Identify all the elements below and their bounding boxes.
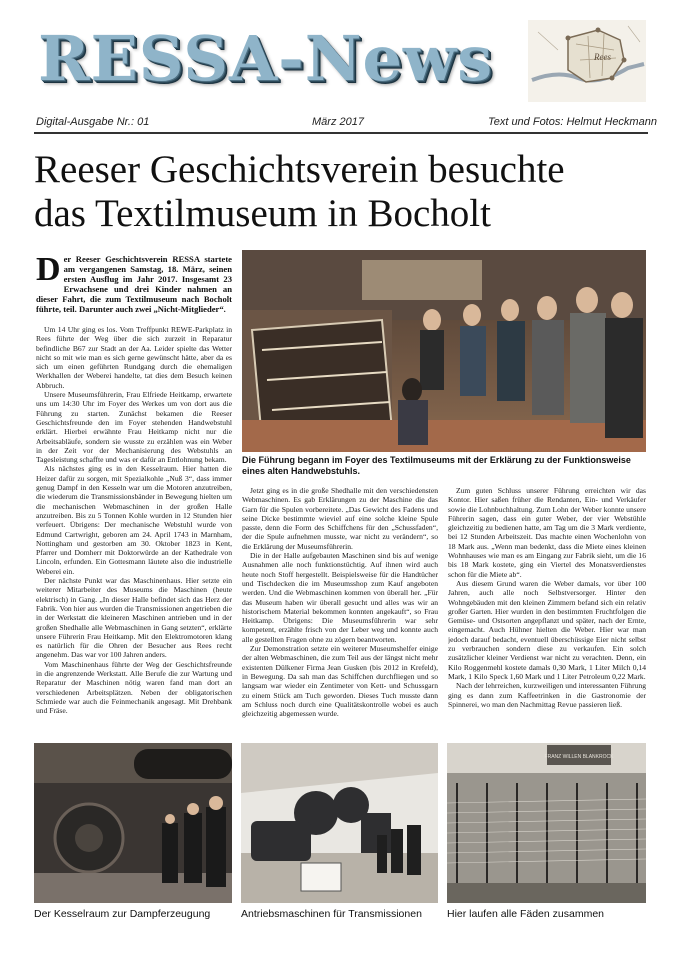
boiler-room-caption: Der Kesselraum zur Dampferzeugung	[34, 908, 211, 920]
col2-paragraph: Zur Demonstration setzte ein weiterer Museumshelfer einige der alten Webmaschinen, die zum Teil aus der längst nicht mehr existenten Dülkener Firma Jean Gusken (bis 2012 in Krefeld), in Bewegung. Da sah man das Schiffchen durchfliegen und so langsam war wieder ein Zentimeter von Kett- und Schussgarn zu einem Stück am Tuch geworden. Dieses Tuch musste dann am Schluss noch durch eine Qualitätskontrolle wobei es auch gleichzeitig abgemessen wurde.	[242, 644, 438, 719]
headline-line-1: Reeser Geschichtsverein besuchte	[34, 148, 565, 191]
lead-text: er Reeser Geschichtsverein RESSA startete am vergangenen Samstag, 18. März, seinen ersten Ausflug im Jahr 2017. Insgesamt 23 Erwachsene und drei Kinder nahmen an dieser Fahrt, die zum Textilmuseum nach Bocholt führte, teil. Darunter auch zwei „Nicht-Mitglieder“.	[36, 254, 232, 315]
headline-line-2: das Textilmuseum in Bocholt	[34, 192, 491, 235]
drive-machines-caption: Antriebsmaschinen für Transmissionen	[241, 908, 422, 920]
article-column-3	[448, 486, 646, 736]
boiler-room-photo	[34, 743, 232, 903]
city-map-logo	[528, 20, 646, 102]
photo-credits: Text und Fotos: Helmut Heckmann	[488, 116, 657, 128]
article-column-2	[242, 486, 438, 736]
main-photo-caption: Die Führung begann im Foyer des Textilmuseums mit der Erklärung zu der Funktionsweise eines alten Handwebstuhls.	[242, 455, 631, 476]
loom-sign: FRANZ WILLEN BLANKROCK	[544, 754, 614, 760]
edition-number: Digital-Ausgabe Nr.: 01	[36, 116, 150, 128]
col1-paragraph: Unsere Museumsführerin, Frau Elfriede Heitkamp, erwartete uns um 14:30 Uhr im Foyer des Werkes um von dort aus die Führung zu starten. Zunächst bekamen die Reeser Geschichtsfreunde den im Foyer stehenden Handwebstuhl erklärt. Hierbei erwähnte Frau Heitkamp nicht nur die Arbeitsabläufe, sondern sie wusste zu erzählen was ein Weber in der Zeit vor der Mechanisierung des Webstuhls an Tagesleistung schaffte und was er dafür an Entlohnung bekam.	[36, 390, 232, 465]
main-photo-foyer	[242, 250, 646, 452]
looms-photo	[447, 743, 646, 903]
drive-machines-photo	[241, 743, 438, 903]
headline	[34, 148, 644, 236]
drop-cap: D	[36, 254, 61, 288]
col2-paragraph: Die in der Halle aufgebauten Maschinen sind bis auf wenige Ausnahmen alle noch funktionstüchtig. Auf ihnen wird auch heute noch Stoff hergestellt. Beispielsweise für die Handtücher und Tischdecken die im Museumsshop zum Kauf angeboten werden. Und die Webmaschinen kommen von überall her. „Für das Museum haben wir überall gesucht und alles was wir an historischem Material bekommen konnten angekauft“, so Frau Heitkamp. Übrigens: Die Museumsführerin war sehr kompetent, erzählte frisch von der Leber weg und konnte auch alle gestellten Fragen ohne zu zögern beantworten.	[242, 551, 438, 644]
masthead-title: RESSA-News	[38, 22, 494, 95]
col2-paragraph: Jetzt ging es in die große Shedhalle mit den verschiedensten Webmaschinen. Es gab Erklärungen zu der Maschine die das Garn für die Spulen vorbereitete. „Das Gewicht des Fadens und seine Dicke bestimmte wieviel auf eine solche kleine Spule passte, denn die Form des Schiffchens für den „Schussfaden“, der die Spule aufnehmen musste, war nicht zu verändern“, so die Erklärung der Museumsführerin.	[242, 486, 438, 551]
col1-paragraph: Der nächste Punkt war das Maschinenhaus. Hier setzte ein weiterer Mitarbeiter des Museums die Maschinen (heute elektrisch) in Gang. „In dieser Halle befindet sich das Herz der Fabrik. Von hier aus wurden die Transmissionen angetrieben die in der Werkstatt die kleineren Maschinen antrieben und in der großen Shedhalle alle Webmaschinen in Gang setzten“, erklärte unsere Führerin Frau Heitkamp. Mit den Elektromotoren klang es natürlich für die Ohren der Besucher aus Rees recht angenehm. Das war vor 100 Jahren anders.	[36, 576, 232, 660]
col3-paragraph: Nach der lehrreichen, kurzweiligen und interessanten Führung ging es dann zum Kaffeetrinken in die Gastronomie der Spinnerei, wo man den Nachmittag Revue passieren ließ.	[448, 681, 646, 709]
masthead-rule	[34, 132, 648, 134]
col1-paragraph: Vom Maschinenhaus führte der Weg der Geschichtsfreunde in die angrenzende Werkstatt. Alle Berufe die zur Wartung und Reparatur der Maschinen nötig waren fand man dort an verschiedenen Arbeitsplätzen. Neben der obligatorischen Schmiede war auch die Feinmechanik angesagt. Mit Drehbank und Fräse.	[36, 659, 232, 716]
col3-paragraph: Aus diesem Grund waren die Weber damals, vor über 100 Jahren, auch alle noch Selbstversorger. Hinter den Wohngebäuden mit den kleinen Zimmern befand sich ein relativ großer Garten. Hier wurden in den bestimmten Fruchtfolgen die Gemüse- und Ostsorten angepflanzt und später, nach der Ernte, eingemacht. Auch Hühner hielten die Weber. Hier war man jedoch darauf bedacht, eventuell überschüssige Eier nicht selbst zu verbrauchen sondern diese zu verkaufen. Ein solch zusätzlicher kleiner Verdienst war nicht zu verachten. Denn, ein Kilo Roggenmehl kostete damals 0,30 Mark, 1 Liter Milch 0,14 Mark, 1 Kilo Speck 1,60 Mark und 1 Liter Petroleum 0,22 Mark.	[448, 578, 646, 681]
article-column-1	[36, 325, 232, 734]
map-label: Rees	[594, 52, 611, 62]
col3-paragraph: Zum guten Schluss unserer Führung erreichten wir das Kontor. Hier saßen früher die Rendanten, Ein- und Verkäufer sowie die Lohnbuchhaltung. Zum Lohn der Weber konnte unsere Führerin sagen, dass ein guter Weber, der vier Webstühle gleichzeitig zu bedienen hatte, am Tag um die 3 Mark verdiente, bei 12 Stunden Arbeitszeit. Das machte einen Wochenlohn von 18 Mark aus. „Wenn man bedenkt, dass die Miete eines kleinen Wohnhauses wie man es am Eingang zur Fabrik sieht, um die 16 bis 18 Mark kostete, ging ein Viertel des Monatsverdienstes schon für die Miete ab“.	[448, 486, 646, 579]
col1-paragraph: Um 14 Uhr ging es los. Vom Treffpunkt REWE-Parkplatz in Rees führte der Weg über die sich zurzeit in Reparatur befindliche B67 zur Stadt an der Aa. Leider spielte das Wetter nicht so mit wie man es sich gerne gewünscht hätte, aber da es sich um einen geführten Rundgang durch die ehemaligen Werkhallen der Weberei handelte, tat dies dem Besuch keinen Abbruch.	[36, 325, 232, 390]
issue-date: März 2017	[312, 116, 364, 128]
lead-paragraph	[36, 254, 232, 324]
col1-paragraph: Als nächstes ging es in den Kesselraum. Hier hatten die Heizer dafür zu sorgen, mit Spezialkohle „Nuß 3“, dass immer genug Dampf in den Kesseln war um die Motoren anzutreiben, die wiederum die Transmissionsbänder in Bewegung hielten um die mechanischen Webmaschinen in der großen Halle anzutreiben. Bis zu 5 Tonnen Kohle wurden in 12 Stunden hier verfeuert. Übrigens: Der mechanische Webstuhl wurde von Edmund Cartwright, geboren am 24. April 1743 in Marnham, Nottingham und gestorben am 30. Oktober 1823 in Kent, Pfarrer und Domherr mit Doktorwürde an der Kathedrale von Lincoln, erfunden. Ein Gottesmann läutete also die industrielle Weberei ein.	[36, 464, 232, 576]
looms-caption: Hier laufen alle Fäden zusammen	[447, 908, 604, 920]
